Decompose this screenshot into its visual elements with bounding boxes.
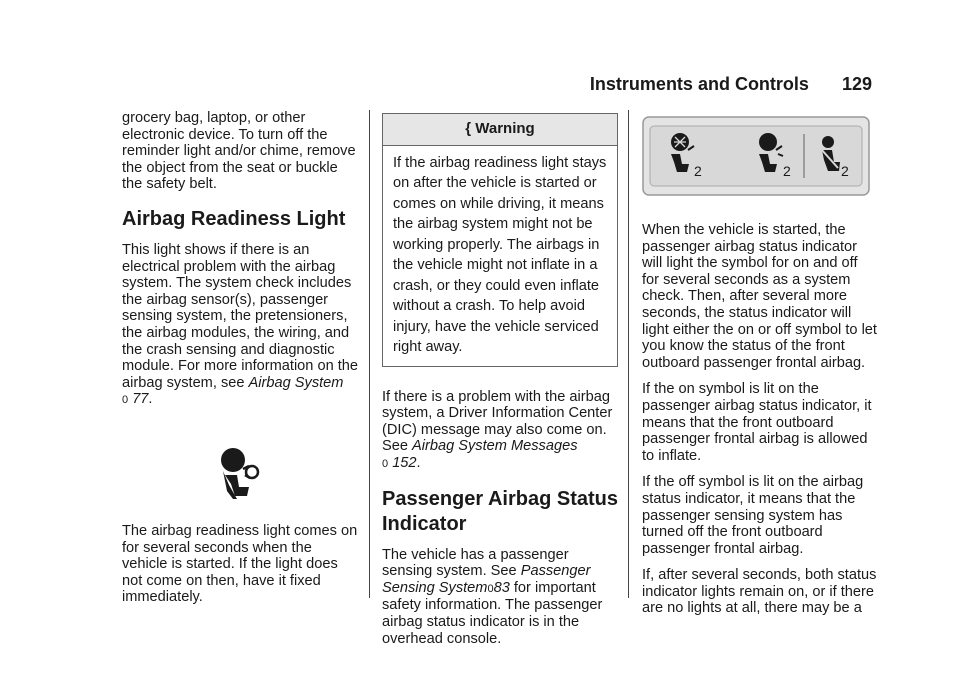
paragraph-text: for important safety information. The passenger airbag status indicator is in the overhead console. [382, 579, 603, 647]
dic-message-paragraph [382, 389, 618, 473]
column-left [122, 110, 360, 616]
link-passenger-sensing-system[interactable]: Passenger Sensing System [382, 563, 591, 596]
intro-paragraph: grocery bag, laptop, or other electronic device. To turn off the reminder light and/or chime, remove the object from the seat or buckle the safety belt. [122, 110, 356, 193]
indicator-subscript: 2 [783, 163, 791, 179]
warning-title: Warning [475, 120, 535, 137]
airbag-light-check-paragraph: The airbag readiness light comes on for several seconds when the vehicle is started. If the light does not come on then, have it fixed immediately. [122, 522, 358, 606]
link-airbag-system-messages[interactable]: Airbag System Messages [412, 438, 578, 455]
page-number: 129 [841, 74, 872, 94]
link-airbag-system[interactable]: Airbag System [248, 374, 344, 391]
both-lights-paragraph: If, after several seconds, both status indicator lights remain on, or if there are no lights at all, there may be a [642, 567, 877, 617]
on-symbol-paragraph: If the on symbol is lit on the passenger airbag status indicator, it means that the front outboard passenger frontal airbag is allowed to inflate. [642, 381, 872, 464]
page-ref-number[interactable]: 77 [132, 391, 149, 408]
paragraph-text: This light shows if there is an electrical problem with the airbag system. The system check includes the airbag sensor(s), passenger sensing system, the pretensioners, the airbag modules, the wiring, and the crash sensing and diagnostic module. For more information on the airbag system, see [122, 241, 359, 391]
indicator-subscript: 2 [841, 163, 849, 179]
off-symbol-paragraph: If the off symbol is lit on the airbag status indicator, it means that the passenger sensing system has turned off the front outboard passenger frontal airbag. [642, 474, 864, 557]
column-middle [382, 110, 618, 657]
page-ref-number[interactable]: 83 [493, 579, 510, 596]
punctuation: . [148, 391, 153, 408]
indicator-subscript: 2 [694, 163, 702, 179]
warning-body: If the airbag readiness light stays on after the vehicle is started or comes on while driving, it means the airbag system might not be working properly. The airbags in the vehicle might not inflate in a crash, or they could even inflate without a crash. To help avoid injury, have the vehicle serviced right away. [393, 154, 607, 356]
column-divider [628, 110, 629, 598]
heading-passenger-airbag-status: Passenger Airbag Status Indicator [382, 487, 619, 535]
page-ref-number[interactable]: 152 [392, 454, 417, 471]
warning-header [383, 114, 617, 146]
heading-airbag-readiness: Airbag Readiness Light [122, 207, 346, 230]
column-right [642, 110, 878, 627]
passenger-sensing-paragraph [382, 547, 618, 648]
page-ref-icon: 0 [487, 582, 494, 595]
punctuation: . [416, 454, 421, 471]
column-divider [369, 110, 370, 598]
airbag-readiness-icon [219, 447, 263, 499]
page-ref-icon: 0 [122, 394, 129, 407]
paragraph-text: The vehicle has a passenger sensing system. See [382, 546, 569, 580]
page-ref-icon: 0 [382, 457, 389, 470]
paragraph-text: If there is a problem with the airbag system, a Driver Information Center (DIC) message may also come on. See [382, 388, 613, 455]
airbag-readiness-paragraph [122, 242, 360, 409]
status-check-paragraph: When the vehicle is started, the passenger airbag status indicator will light the symbol for on and off for several seconds as a system check. Then, after several more seconds, the status indicator will light either the on or off symbol to let you know the status of the front outboard passenger frontal airbag. [642, 222, 877, 371]
warning-box [382, 113, 618, 367]
warning-icon: { [465, 120, 472, 137]
section-title: Instruments and Controls [589, 74, 809, 94]
page-header [472, 74, 872, 95]
passenger-airbag-status-panel [642, 116, 870, 196]
